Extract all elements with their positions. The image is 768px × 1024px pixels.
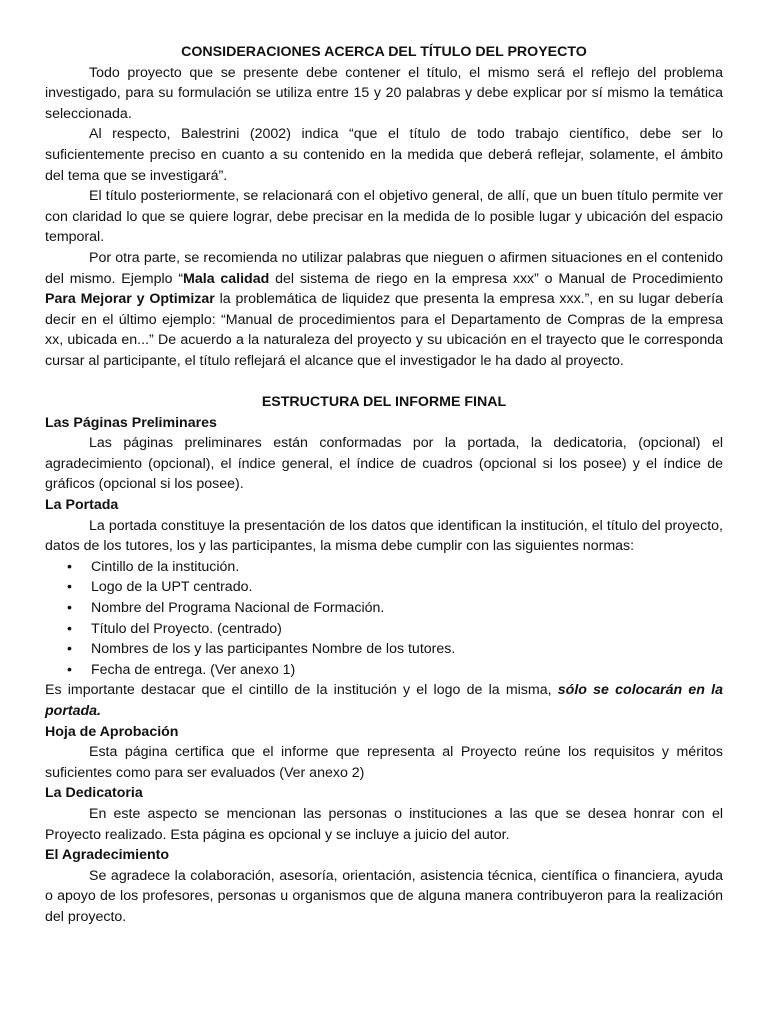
paragraph: Se agradece la colaboración, asesoría, orientación, asistencia técnica, científica o financiera, ayuda o apoyo de los profesores, personas u organismos que de alguna manera contribuyeron para la realización del proyecto. xyxy=(45,867,723,925)
list-item-text: Título del Proyecto. (centrado) xyxy=(91,620,282,637)
list-item-text: Nombres de los y las participantes Nombre de los tutores. xyxy=(91,641,456,658)
paragraph xyxy=(45,248,723,372)
bullet-icon: • xyxy=(67,579,72,596)
bold-text: Para Mejorar y Optimizar xyxy=(45,291,215,308)
paragraph-text: la problemática de liquidez que presenta la empresa xxx.”, en su lugar debería decir en el último ejemplo: “Manual de procedimientos para el Departamento de Compras de la empresa xx, ubicada en...” De acuerdo a la naturaleza del proyecto y su ubicación en el trayecto que le corresponda cursar al participante, el título reflejará el alcance que el investigador le ha dado al proyecto. xyxy=(45,291,723,369)
bold-italic-text: sólo se colocarán en la portada. xyxy=(45,682,723,719)
bullet-icon: • xyxy=(67,558,72,575)
bullet-icon: • xyxy=(67,620,72,637)
section-heading-titulo: CONSIDERACIONES ACERCA DEL TÍTULO DEL PROYECTO xyxy=(181,44,587,60)
paragraph: Las páginas preliminares están conformadas por la portada, la dedicatoria, (opcional) el agradecimiento (opcional), el índice general, el índice de cuadros (opcional si los posee) y el índice de gráficos (opcional si los posee). xyxy=(45,435,723,493)
list-item-text: Logo de la UPT centrado. xyxy=(91,579,253,596)
list-item xyxy=(67,598,723,619)
list-item xyxy=(67,619,723,640)
subheading-dedicatoria: La Dedicatoria xyxy=(45,785,143,802)
paragraph xyxy=(45,680,723,721)
list-item xyxy=(67,557,723,578)
list-item xyxy=(67,660,723,681)
paragraph: Al respecto, Balestrini (2002) indica “que el título de todo trabajo científico, debe ser lo suficientemente preciso en cuanto a su contenido en la medida que deberá reflejar, solamente, el ámbito del tema que se investigará”. xyxy=(45,126,723,184)
spacer xyxy=(45,372,723,393)
bullet-icon: • xyxy=(67,641,72,658)
paragraph: El título posteriormente, se relacionará con el objetivo general, de allí, que un buen título permite ver con claridad lo que se quiere lograr, debe precisar en la medida de lo posible lugar y ubicación del espacio temporal. xyxy=(45,188,723,246)
list-item-text: Cintillo de la institución. xyxy=(91,558,240,575)
bullet-icon: • xyxy=(67,600,72,617)
list-item xyxy=(67,639,723,660)
paragraph: En este aspecto se mencionan las personas o instituciones a las que se desea honrar con el Proyecto realizado. Esta página es opcional y se incluye a juicio del autor. xyxy=(45,805,723,843)
paragraph-text: del sistema de riego en la empresa xxx” o Manual de Procedimiento xyxy=(269,270,723,287)
paragraph-text: Por otra parte, se recomienda no utilizar palabras que nieguen o afirmen situaciones en el contenido del mismo. Ejemplo “ xyxy=(45,249,723,287)
section-heading-estructura: ESTRUCTURA DEL INFORME FINAL xyxy=(261,394,507,411)
paragraph-text: Es importante destacar que el cintillo de la institución y el logo de la misma, xyxy=(45,682,558,699)
paragraph: Todo proyecto que se presente debe contener el título, el mismo será el reflejo del problema investigado, para su formulación se utiliza entre 15 y 20 palabras y debe explicar por sí mismo la temática seleccionada. xyxy=(45,64,723,122)
subheading-aprobacion: Hoja de Aprobación xyxy=(45,723,179,740)
list-item xyxy=(67,577,723,598)
bold-text: Mala calidad xyxy=(183,270,270,287)
portada-list xyxy=(45,557,723,681)
subheading-agradecimiento: El Agradecimiento xyxy=(45,847,170,864)
paragraph: La portada constituye la presentación de los datos que identifican la institución, el título del proyecto, datos de los tutores, los y las participantes, la misma debe cumplir con las siguientes normas: xyxy=(45,517,723,555)
paragraph: Esta página certifica que el informe que representa al Proyecto reúne los requisitos y méritos suficientes como para ser evaluados (Ver anexo 2) xyxy=(45,744,723,781)
subheading-portada: La Portada xyxy=(45,497,119,514)
bullet-icon: • xyxy=(67,661,72,678)
subheading-preliminares: Las Páginas Preliminares xyxy=(45,414,217,431)
list-item-text: Nombre del Programa Nacional de Formación. xyxy=(91,600,385,617)
list-item-text: Fecha de entrega. (Ver anexo 1) xyxy=(91,661,296,678)
